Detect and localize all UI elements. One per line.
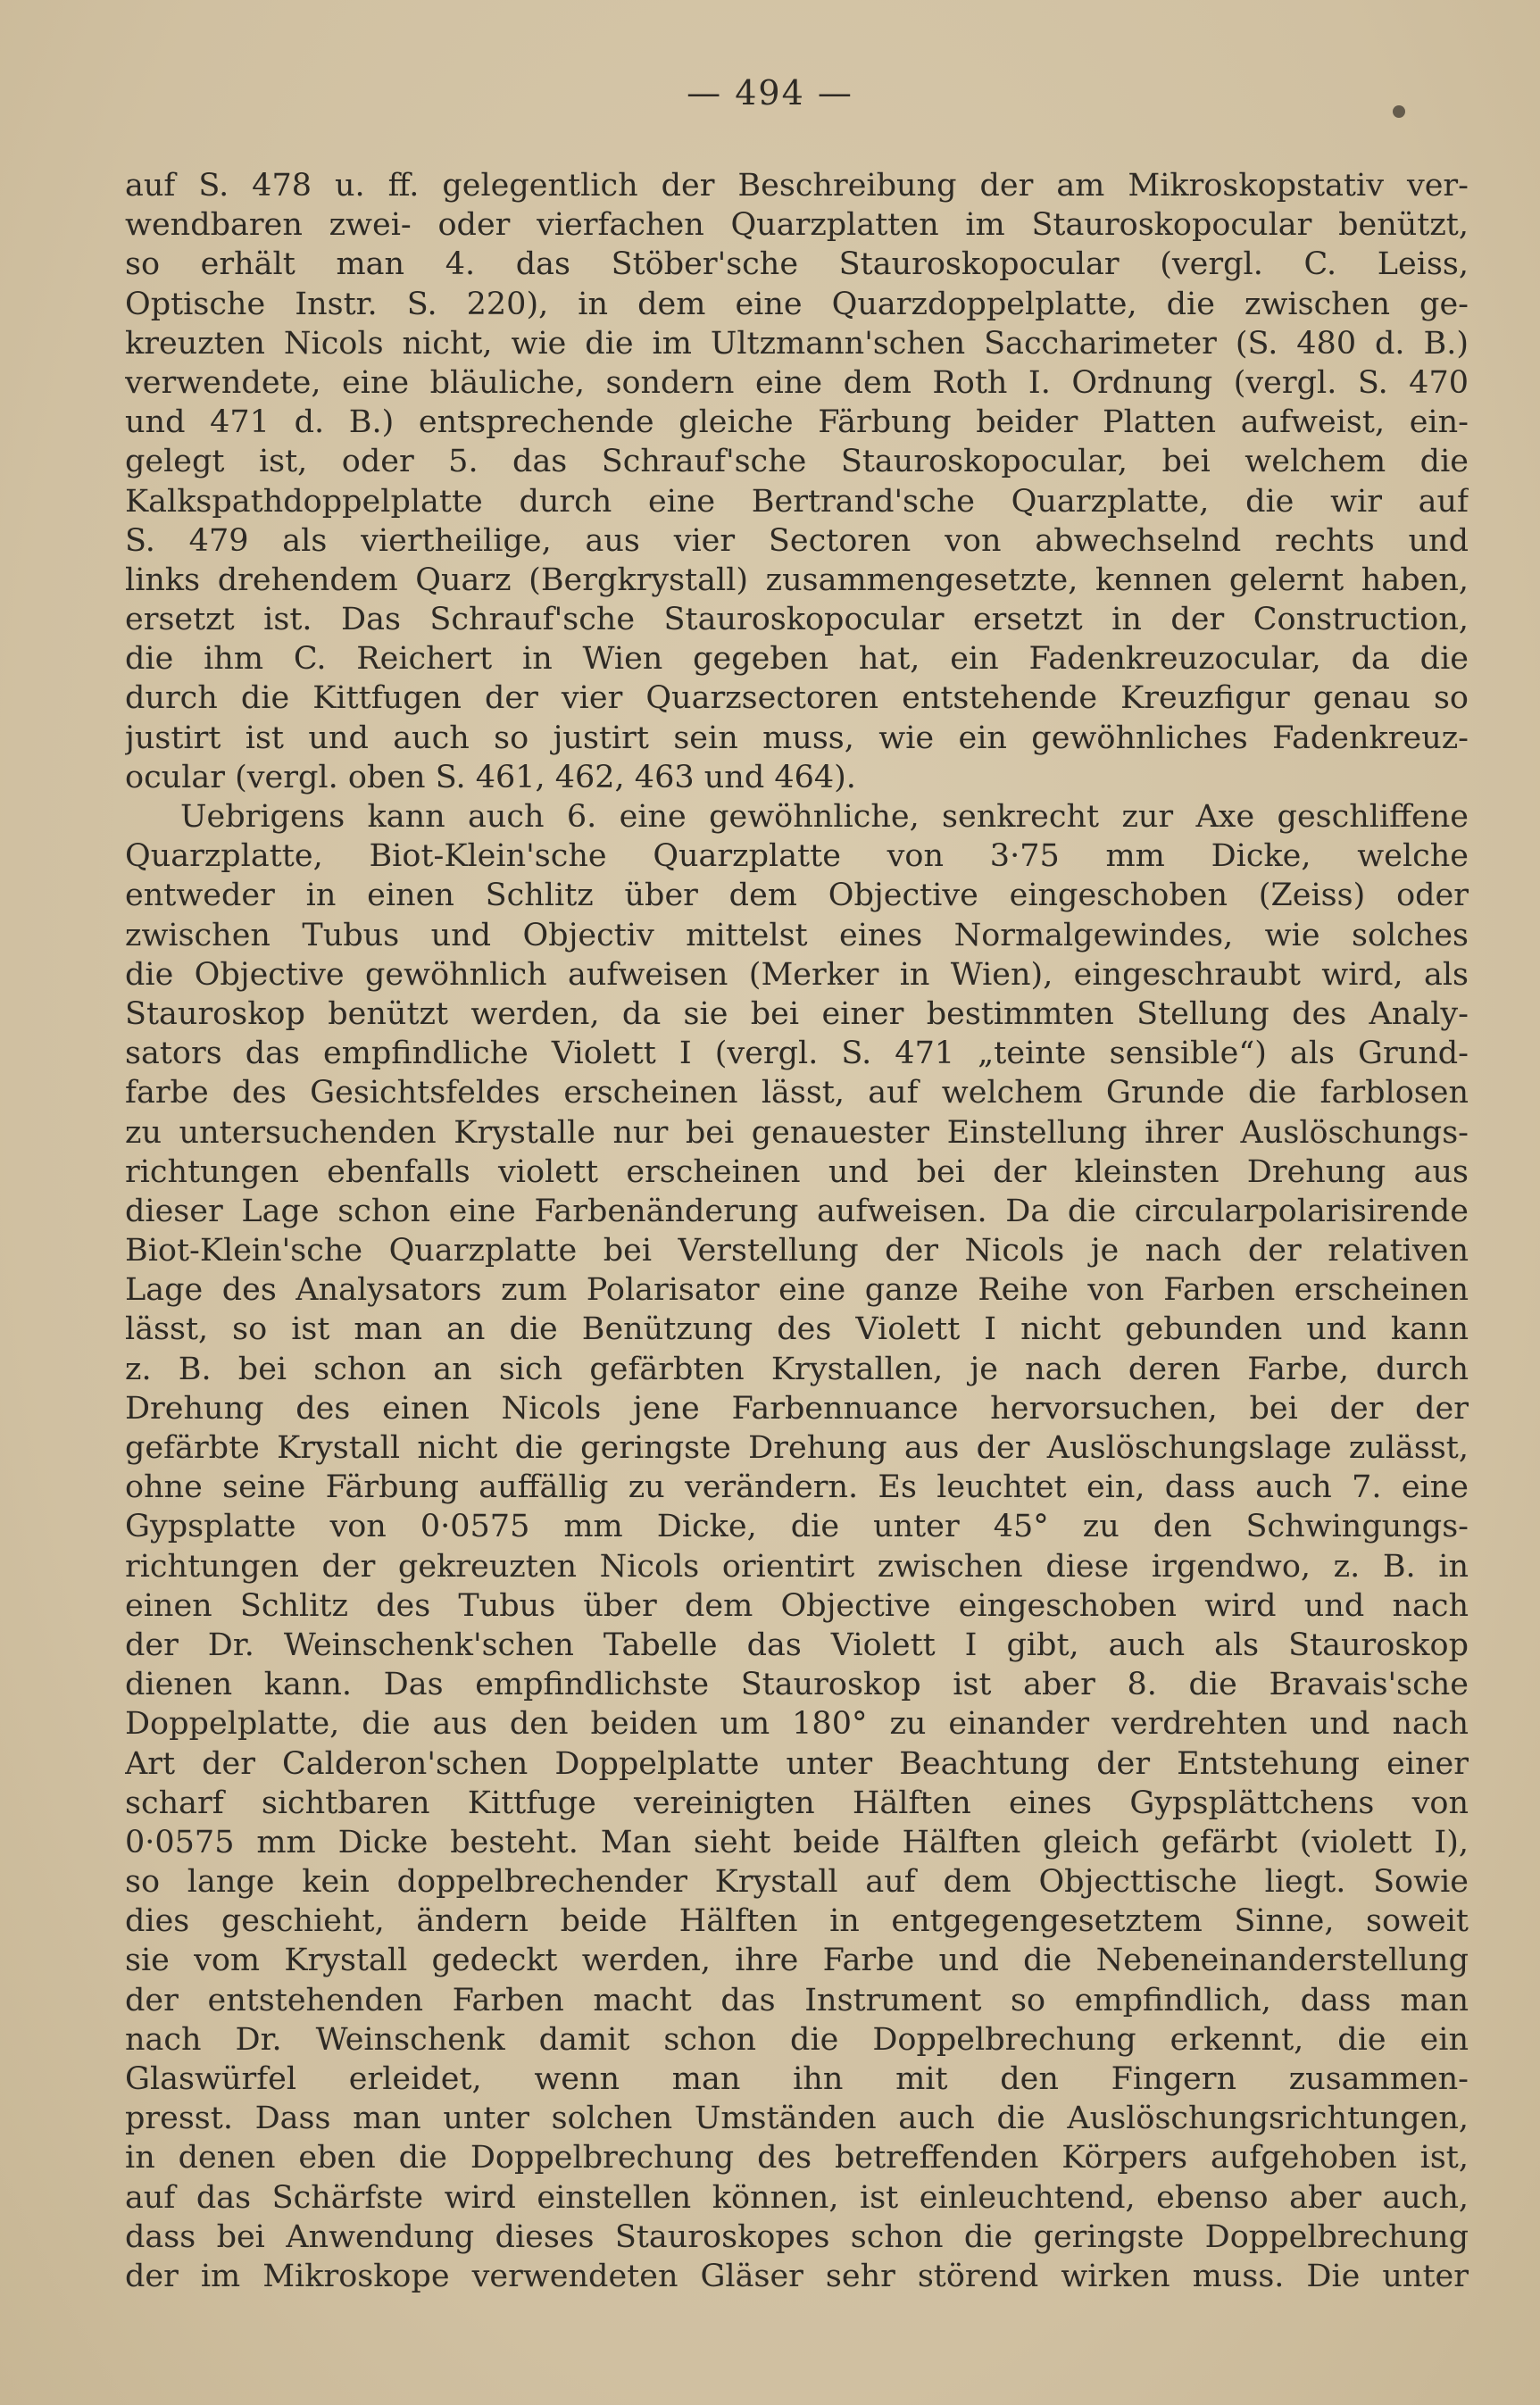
text-line: Doppelplatte, die aus den beiden um 180° zu einander verdrehten und nach — [125, 1706, 1469, 1743]
text-line: entweder in einen Schlitz über dem Objective eingeschoben (Zeiss) oder — [125, 878, 1469, 914]
text-line: sie vom Krystall gedeckt werden, ihre Farbe und die Nebeneinanderstellung — [125, 1943, 1469, 1979]
text-line: einen Schlitz des Tubus über dem Objective eingeschoben wird und nach — [125, 1587, 1469, 1624]
text-line: lässt, so ist man an die Benützung des Violett I nicht gebunden und kann — [125, 1311, 1469, 1348]
text-line: kreuzten Nicols nicht, wie die im Ultzmann'schen Saccharimeter (S. 480 d. B.) — [125, 325, 1469, 362]
text-line: gelegt ist, oder 5. das Schrauf'sche Stauroskopocular, bei welchem die — [125, 444, 1469, 480]
text-line: 0·0575 mm Dicke besteht. Man sieht beide Hälften gleich gefärbt (violett I), — [125, 1824, 1469, 1860]
text-line: der im Mikroskope verwendeten Gläser sehr störend wirken muss. Die unter — [125, 2258, 1469, 2294]
text-line: S. 479 als viertheilige, aus vier Sectoren von abwechselnd rechts und — [125, 522, 1469, 559]
text-line: Optische Instr. S. 220), in dem eine Quarzdoppelplatte, die zwischen ge- — [125, 286, 1469, 322]
text-line: dieser Lage schon eine Farbenänderung aufweisen. Da die circularpolarisirende — [125, 1193, 1469, 1229]
text-line: der Dr. Weinschenk'schen Tabelle das Violett I gibt, auch als Stauroskop — [125, 1627, 1469, 1663]
text-line: sators das empfindliche Violett I (vergl. S. 471 „teinte sensible“) als Grund- — [125, 1036, 1469, 1072]
text-line: presst. Dass man unter solchen Umständen auch die Auslöschungsrichtungen, — [125, 2101, 1469, 2137]
text-line: ohne seine Färbung auffällig zu verändern. Es leuchtet ein, dass auch 7. eine — [125, 1469, 1469, 1506]
text-line: justirt ist und auch so justirt sein muss, wie ein gewöhnliches Fadenkreuz- — [125, 720, 1469, 756]
text-line: zu untersuchenden Krystalle nur bei genauester Einstellung ihrer Auslöschungs- — [125, 1114, 1469, 1151]
text-line: Kalkspathdoppelplatte durch eine Bertrand'sche Quarzplatte, die wir auf — [125, 483, 1469, 520]
page-number: — 494 — — [687, 73, 853, 112]
text-line: gefärbte Krystall nicht die geringste Drehung aus der Auslöschungslage zulässt, — [125, 1430, 1469, 1466]
text-line: durch die Kittfugen der vier Quarzsectoren entstehende Kreuzfigur genau so — [125, 680, 1469, 717]
text-line: so erhält man 4. das Stöber'sche Stauroskopocular (vergl. C. Leiss, — [125, 246, 1469, 283]
text-line: Lage des Analysators zum Polarisator eine ganze Reihe von Farben erscheinen — [125, 1272, 1469, 1309]
text-line: auf das Schärfste wird einstellen können, ist einleuchtend, ebenso aber auch, — [125, 2179, 1469, 2216]
text-line: wendbaren zwei- oder vierfachen Quarzplatten im Stauroskopocular benützt, — [125, 207, 1469, 244]
text-line: z. B. bei schon an sich gefärbten Krystallen, je nach deren Farbe, durch — [125, 1351, 1469, 1387]
text-line: scharf sichtbaren Kittfuge vereinigten Hälften eines Gypsplättchens von — [125, 1785, 1469, 1821]
text-line: nach Dr. Weinschenk damit schon die Doppelbrechung erkennt, die ein — [125, 2021, 1469, 2058]
text-line: die Objective gewöhnlich aufweisen (Merker in Wien), eingeschraubt wird, als — [125, 956, 1469, 993]
text-line: der entstehenden Farben macht das Instrument so empfindlich, dass man — [125, 1982, 1469, 2018]
text-line: Drehung des einen Nicols jene Farbennuance hervorsuchen, bei der der — [125, 1390, 1469, 1427]
text-line: auf S. 478 u. ff. gelegentlich der Beschreibung der am Mikroskopstativ ver- — [125, 168, 1469, 204]
text-line: ersetzt ist. Das Schrauf'sche Stauroskopocular ersetzt in der Construction, — [125, 602, 1469, 638]
text-line: zwischen Tubus und Objectiv mittelst eines Normalgewindes, wie solches — [125, 917, 1469, 953]
text-line: Stauroskop benützt werden, da sie bei einer bestimmten Stellung des Analy- — [125, 995, 1469, 1032]
text-line: Gypsplatte von 0·0575 mm Dicke, die unter 45° zu den Schwingungs- — [125, 1509, 1469, 1545]
text-line: die ihm C. Reichert in Wien gegeben hat, ein Fadenkreuzocular, da die — [125, 641, 1469, 678]
text-line: Uebrigens kann auch 6. eine gewöhnliche, senkrecht zur Axe geschliffene — [180, 799, 1469, 835]
text-line: Quarzplatte, Biot-Klein'sche Quarzplatte von 3·75 mm Dicke, welche — [125, 838, 1469, 875]
text-line: links drehendem Quarz (Bergkrystall) zusammengesetzte, kennen gelernt haben, — [125, 562, 1469, 598]
text-line: richtungen ebenfalls violett erscheinen und bei der kleinsten Drehung aus — [125, 1153, 1469, 1190]
text-line: und 471 d. B.) entsprechende gleiche Färbung beider Platten aufweist, ein- — [125, 404, 1469, 441]
text-line: farbe des Gesichtsfeldes erscheinen lässt, auf welchem Grunde die farblosen — [125, 1075, 1469, 1111]
text-line: dies geschieht, ändern beide Hälften in entgegengesetztem Sinne, soweit — [125, 1903, 1469, 1940]
body-text — [125, 166, 1469, 2296]
text-line: verwendete, eine bläuliche, sondern eine dem Roth I. Ordnung (vergl. S. 470 — [125, 364, 1469, 401]
text-line: Biot-Klein'sche Quarzplatte bei Verstellung der Nicols je nach der relativen — [125, 1233, 1469, 1269]
text-line: ocular (vergl. oben S. 461, 462, 463 und 464). — [125, 759, 856, 795]
text-line: so lange kein doppelbrechender Krystall auf dem Objecttische liegt. Sowie — [125, 1864, 1469, 1901]
text-line: Art der Calderon'schen Doppelplatte unter Beachtung der Entstehung einer — [125, 1745, 1469, 1782]
text-line: Glaswürfel erleidet, wenn man ihn mit den Fingern zusammen- — [125, 2061, 1469, 2097]
text-line: dass bei Anwendung dieses Stauroskopes schon die geringste Doppelbrechung — [125, 2218, 1469, 2255]
text-line: dienen kann. Das empfindlichste Stauroskop ist aber 8. die Bravais'sche — [125, 1667, 1469, 1703]
ink-spot — [1393, 105, 1405, 118]
text-line: richtungen der gekreuzten Nicols orientirt zwischen diese irgendwo, z. B. in — [125, 1548, 1469, 1585]
text-line: in denen eben die Doppelbrechung des betreffenden Körpers aufgehoben ist, — [125, 2140, 1469, 2176]
